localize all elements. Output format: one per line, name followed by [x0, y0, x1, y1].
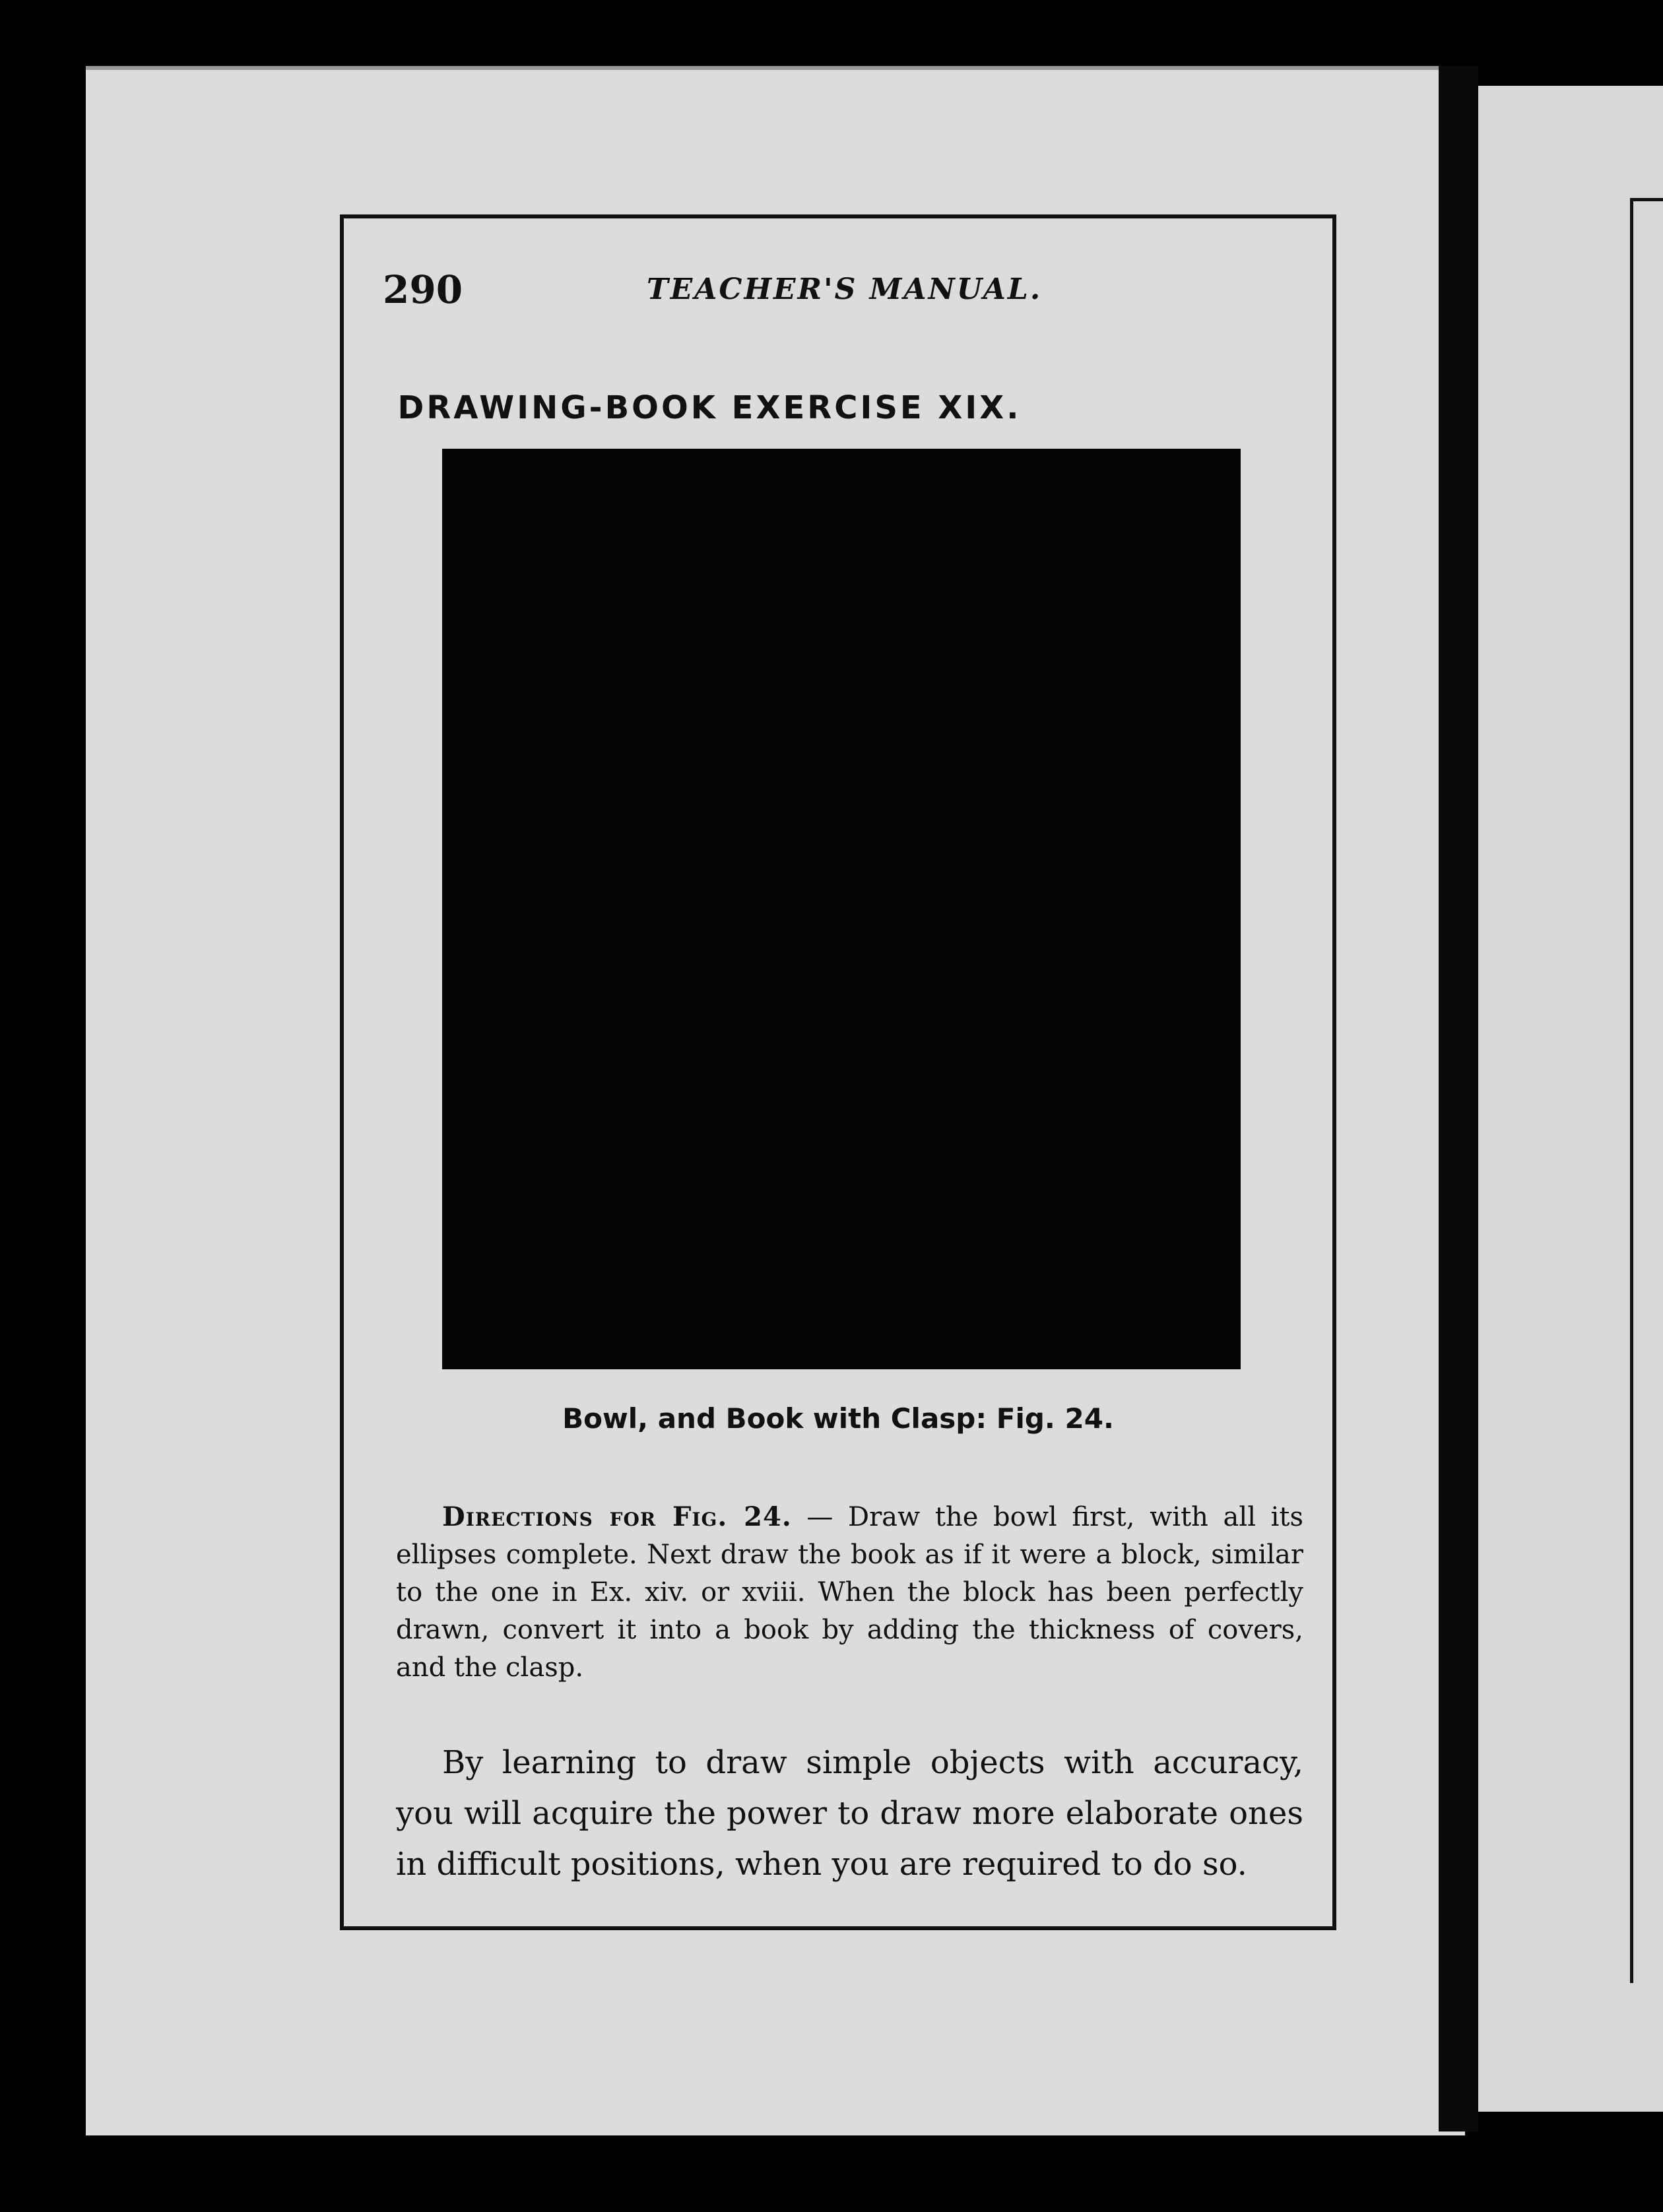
facing-page-frame — [1630, 198, 1663, 1983]
book-spine — [1439, 66, 1478, 2131]
closing-paragraph: By learning to draw simple objects with accuracy, you will acquire the power to draw more elaborate ones in difficult positions, when you are required to do so. — [396, 1744, 1303, 1883]
directions-body: — Draw the bowl first, with all its ellipses complete. Next draw the book as if it were a block, similar to the one in Ex. xiv. or xviii. When the block has been perfectly drawn, convert it into a book by adding the thickness of covers, and the clasp. — [396, 1502, 1303, 1683]
page-number: 290 — [383, 267, 463, 312]
directions-lead: Directions for Fig. 24. — [442, 1501, 792, 1532]
directions-paragraph — [396, 1498, 1303, 1687]
figure-illustration — [442, 449, 1241, 1369]
exercise-title: DRAWING-BOOK EXERCISE XIX. — [397, 389, 1022, 426]
figure-caption: Bowl, and Book with Clasp: Fig. 24. — [562, 1402, 1114, 1435]
page-header — [383, 267, 1307, 320]
running-head: TEACHER'S MANUAL. — [647, 273, 1043, 306]
